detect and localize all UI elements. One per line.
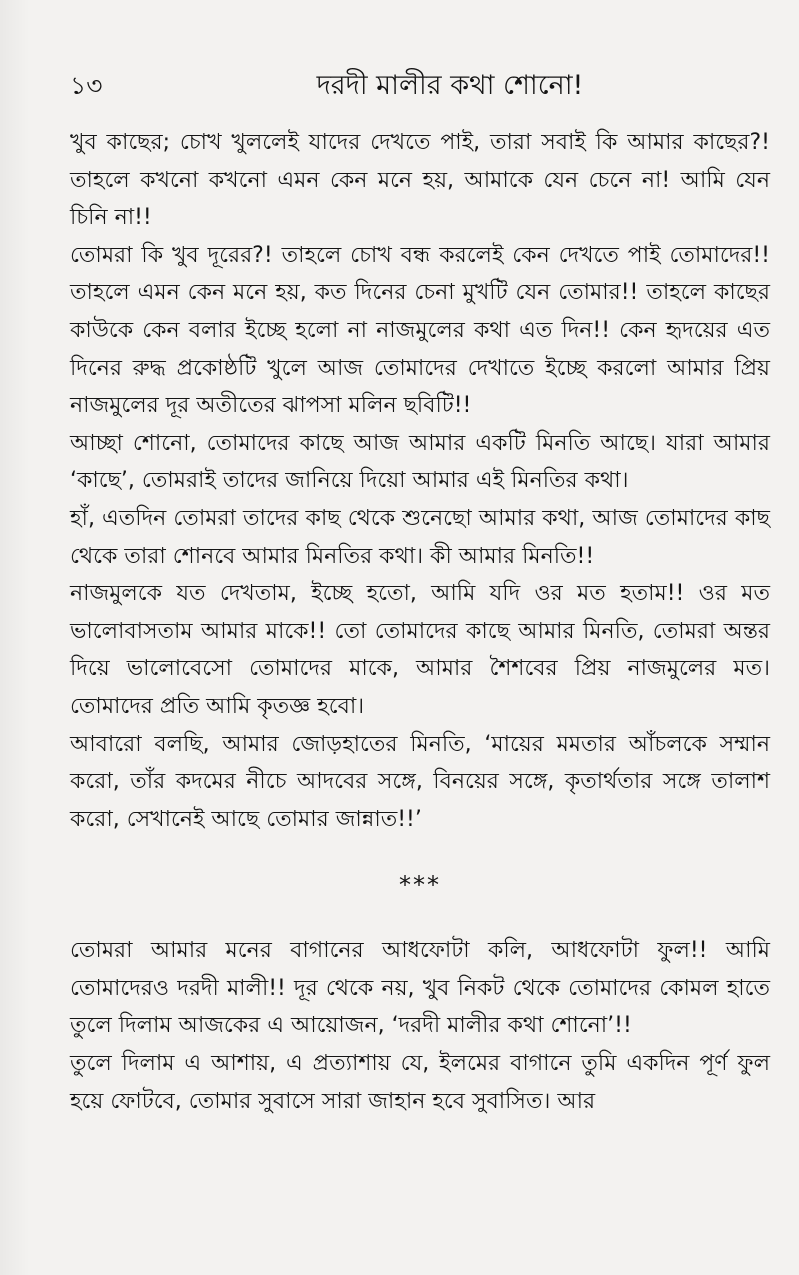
body-text — [70, 124, 770, 1120]
paragraph: নাজমুলকে যত দেখতাম, ইচ্ছে হতো, আমি যদি ওর মত হতাম!! ওর মত ভালোবাসতাম আমার মাকে!! তো তোমাদের কাছে আমার মিনতি, তোমরা অন্তর দিয়ে ভালোবেসো তোমাদের মাকে, আমার শৈশবের প্রিয় নাজমুলের মত। তোমাদের প্রতি আমি কৃতজ্ঞ হবো। — [70, 581, 770, 719]
running-title: দরদী মালীর কথা শোনো! — [316, 70, 584, 101]
paragraph: তুলে দিলাম এ আশায়, এ প্রত্যাশায় যে, ইলমের বাগানে তুমি একদিন পূর্ণ ফুল হয়ে ফোটবে, তোমার সুবাসে সারা জাহান হবে সুবাসিত। আর — [70, 1051, 770, 1114]
paragraph: তোমরা আমার মনের বাগানের আধফোটা কলি, আধফোটা ফুল!! আমি তোমাদেরও দরদী মালী!! দূর থেকে নয়, খুব নিকট থেকে তোমাদের কোমল হাতে তুলে দিলাম আজকের এ আয়োজন, ‘দরদী মালীর কথা শোনো’!! — [70, 938, 770, 1039]
section-separator: *** — [399, 871, 441, 900]
paragraph: আচ্ছা শোনো, তোমাদের কাছে আজ আমার একটি মিনতি আছে। যারা আমার ‘কাছে’, তোমরাই তাদের জানিয়ে দিয়ো আমার এই মিনতির কথা। — [70, 430, 770, 494]
page-number: ১৩ — [70, 71, 103, 100]
page-header — [70, 70, 770, 114]
paragraph: খুব কাছের; চোখ খুললেই যাদের দেখতে পাই, তারা সবাই কি আমার কাছের?! তাহলে কখনো কখনো এমন কেন মনে হয়, আমাকে যেন চেনে না! আমি যেন চিনি না!! — [70, 130, 770, 231]
paragraph: হাঁ, এতদিন তোমরা তাদের কাছ থেকে শুনেছো আমার কথা, আজ তোমাদের কাছ থেকে তারা শোনবে আমার মিনতির কথা। কী আমার মিনতি!! — [70, 505, 770, 569]
paragraph: তোমরা কি খুব দূরের?! তাহলে চোখ বন্ধ করলেই কেন দেখতে পাই তোমাদের!! তাহলে এমন কেন মনে হয়, কত দিনের চেনা মুখটি যেন তোমার!! তাহলে কাছের কাউকে কেন বলার ইচ্ছে হলো না নাজমুলের কথা এত দিন!! কেন হৃদয়ের এত দিনের রুদ্ধ প্রকোষ্ঠটি খুলে আজ তোমাদের দেখাতে ইচ্ছে করলো আমার প্রিয় নাজমুলের দূর অতীতের ঝাপসা মলিন ছবিটি!! — [70, 242, 770, 419]
paragraph: আবারো বলছি, আমার জোড়হাতের মিনতি, ‘মায়ের মমতার আঁচলকে সম্মান করো, তাঁর কদমের নীচে আদবের সঙ্গে, বিনয়ের সঙ্গে, কৃতার্থতার সঙ্গে তালাশ করো, সেখানেই আছে তোমার জান্নাত!!’ — [70, 731, 770, 832]
